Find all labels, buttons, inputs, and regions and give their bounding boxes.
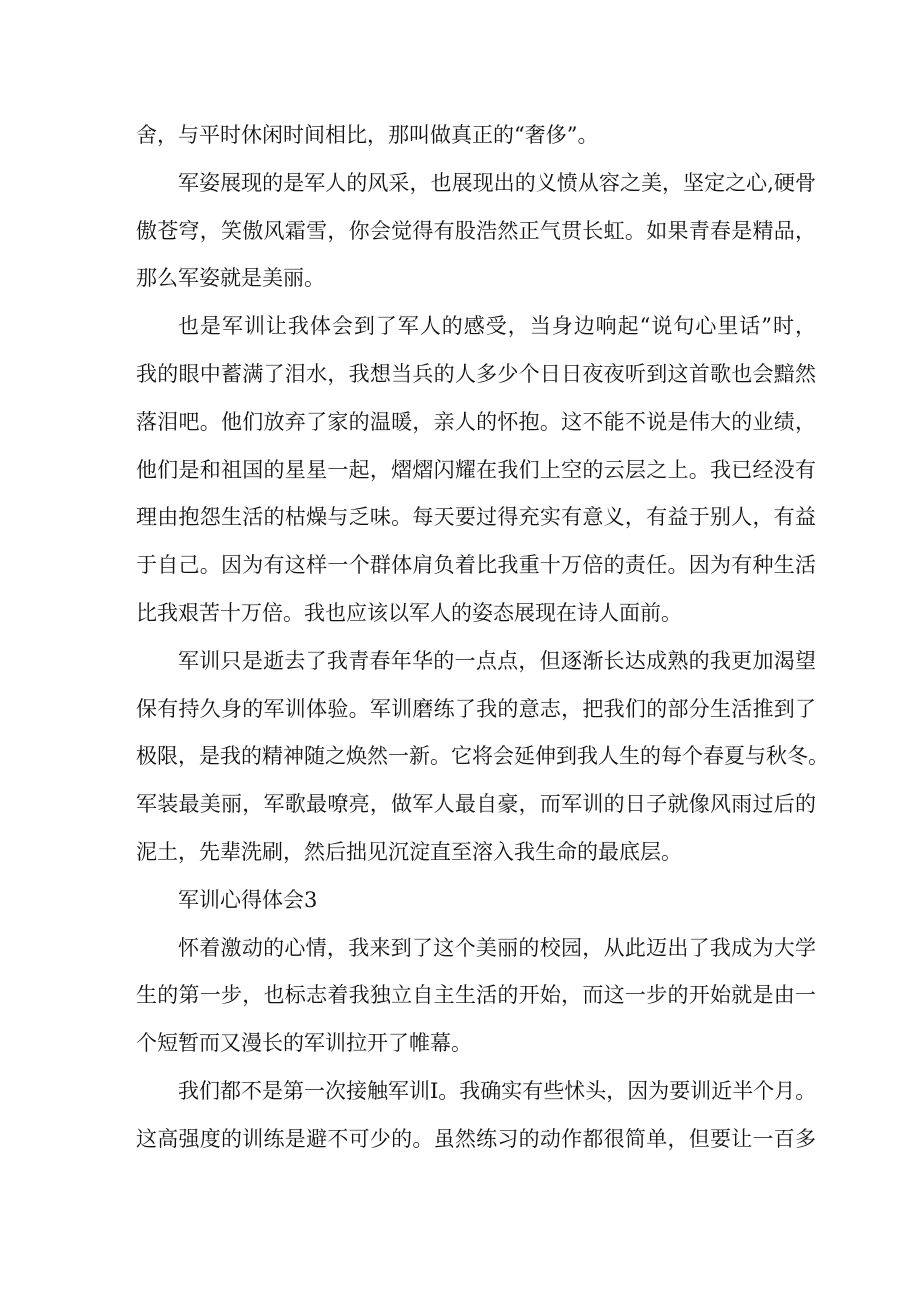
paragraph-line: 那么军姿就是美丽。 (136, 266, 325, 291)
paragraph-line: 怀着激动的心情，我来到了这个美丽的校园，从此迈出了我成为大学 (178, 935, 816, 960)
paragraph-line: 落泪吧。他们放弃了家的温暖，亲人的怀抱。这不能不说是伟大的业绩， (136, 409, 816, 434)
paragraph-line: 极限，是我的精神随之焕然一新。它将会延伸到我人生的每个春夏与秋冬。 (136, 744, 829, 769)
paragraph-line: 生的第一步，也标志着我独立自主生活的开始，而这一步的开始就是由一 (136, 983, 816, 1008)
paragraph-line: 这高强度的训练是避不可少的。虽然练习的动作都很简单，但要让一百多 (136, 1126, 816, 1151)
paragraph-line: 军训只是逝去了我青春年华的一点点，但逐渐长达成熟的我更加渴望 (178, 648, 816, 673)
paragraph-line: 傲苍穹，笑傲风霜雪，你会觉得有股浩然正气贯长虹。如果青春是精品， (136, 218, 816, 243)
paragraph-line: 我的眼中蓄满了泪水，我想当兵的人多少个日日夜夜听到这首歌也会黯然 (136, 361, 816, 386)
document-body (136, 112, 829, 1164)
paragraph-line: 比我艰苦十万倍。我也应该以军人的姿态展现在诗人面前。 (136, 600, 682, 625)
section-heading: 军训心得体会3 (178, 887, 318, 912)
paragraph-line: 于自己。因为有这样一个群体肩负着比我重十万倍的责任。因为有种生活 (136, 553, 816, 578)
paragraph-line: 我们都不是第一次接触军训I。我确实有些怵头，因为要训近半个月。 (178, 1078, 817, 1103)
paragraph-line: 舍，与平时休闲时间相比，那叫做真正的“奢侈”。 (136, 123, 599, 147)
paragraph-line: 保有持久身的军训体验。军训磨练了我的意志，把我们的部分生活推到了 (136, 696, 816, 721)
paragraph-line: 泥土，先辈洗刷，然后拙见沉淀直至溶入我生命的最底层。 (136, 839, 682, 864)
paragraph-line: 理由抱怨生活的枯燥与乏味。每天要过得充实有意义，有益于别人，有益 (136, 505, 816, 530)
paragraph-line: 也是军训让我体会到了军人的感受，当身边响起“说句心里话”时， (178, 314, 816, 339)
paragraph-line: 他们是和祖国的星星一起，熠熠闪耀在我们上空的云层之上。我已经没有 (136, 457, 816, 482)
paragraph-line: 军装最美丽，军歌最嘹亮，做军人最自豪，而军训的日子就像风雨过后的 (136, 792, 816, 817)
paragraph-line: 军姿展现的是军人的风采，也展现出的义愤从容之美，坚定之心,硬骨 (178, 170, 816, 195)
paragraph-line: 个短暂而又漫长的军训拉开了帷幕。 (136, 1031, 472, 1056)
